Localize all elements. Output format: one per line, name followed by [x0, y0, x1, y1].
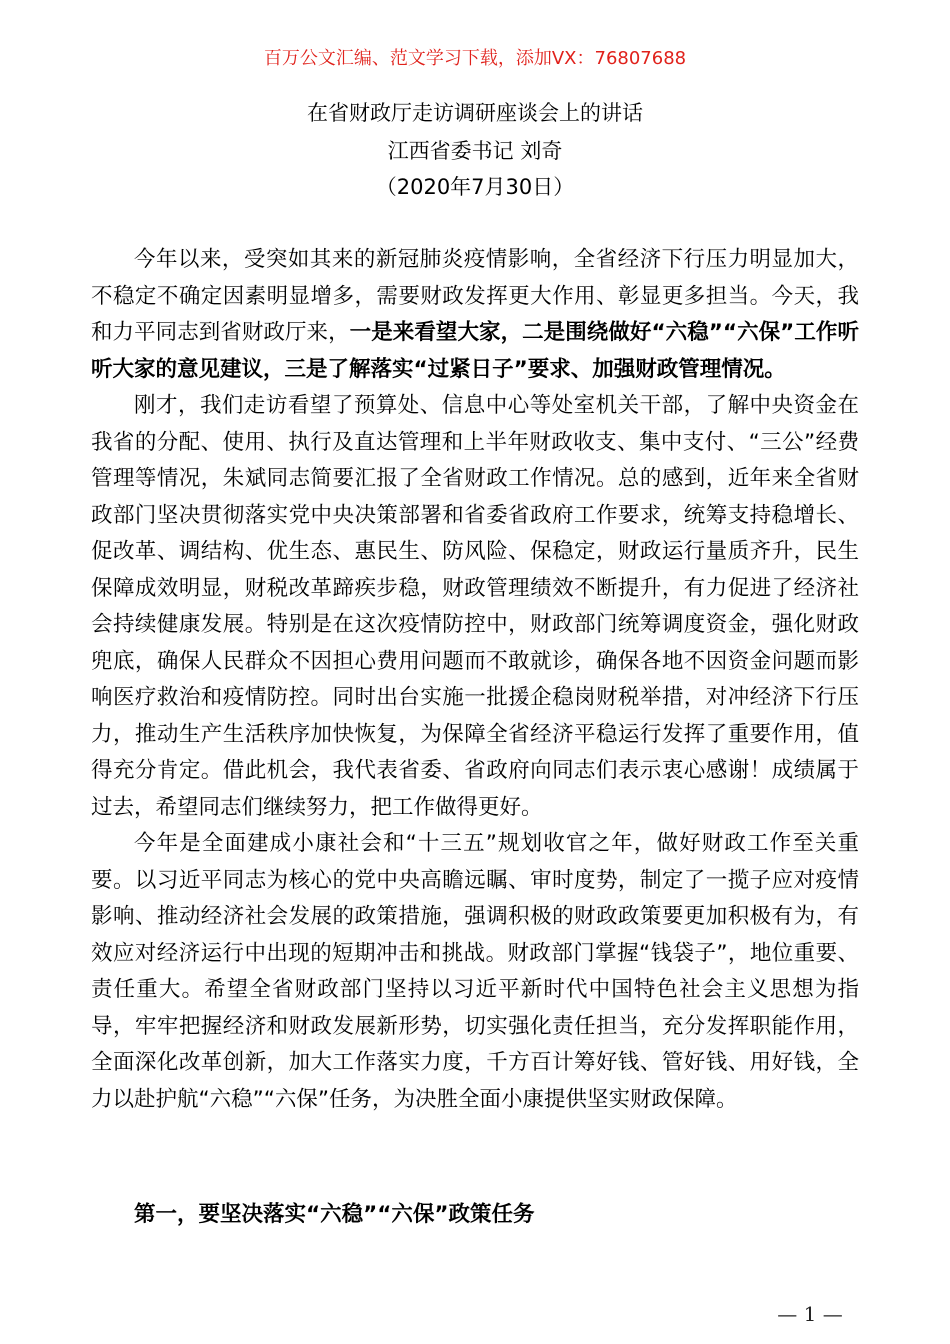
- paragraph-2: 刚才，我们走访看望了预算处、信息中心等处室机关干部，了解中央资金在我省的分配、使用、执行及直达管理和上半年财政收支、集中支付、“三公”经费管理等情况，朱斌同志简要汇报了全省财政工作情况。总的感到，近年来全省财政部门坚决贯彻落实党中央决策部署和省委省政府工作要求，统筹支持稳增长、促改革、调结构、优生态、惠民生、防风险、保稳定，财政运行量质齐升，民生保障成效明显，财税改革蹄疾步稳，财政管理绩效不断提升，有力促进了经济社会持续健康发展。特别是在这次疫情防控中，财政部门统筹调度资金，强化财政兜底，确保人民群众不因担心费用问题而不敢就诊，确保各地不因资金问题而影响医疗救治和疫情防控。同时出台实施一批援企稳岗财税举措，对冲经济下行压力，推动生产生活秩序加快恢复，为保障全省经济平稳运行发挥了重要作用，值得充分肯定。借此机会，我代表省委、省政府向同志们表示衷心感谢！成绩属于过去，希望同志们继续努力，把工作做得更好。: [91, 393, 859, 820]
- paragraph-1-bold-text: 一是来看望大家，二是围绕做好“六稳”“六保”工作听听大家的意见建议，三是了解落实“过紧日子”要求、加强财政管理情况。: [91, 320, 859, 382]
- watermark-text: 百万公文汇编、范文学习下载，添加VX：76807688: [263, 48, 687, 69]
- paragraph-1-text: 今年以来，受突如其来的新冠肺炎疫情影响，全省经济下行压力明显加大，不稳定不确定因素明显增多，需要财政发挥更大作用、彰显更多担当。今天，我和力平同志到省财政厅来，: [91, 247, 859, 345]
- speech-author: 江西省委书记 刘奇: [387, 139, 563, 163]
- speech-title: 在省财政厅走访调研座谈会上的讲话: [307, 101, 643, 125]
- paragraph-1: [91, 242, 859, 388]
- speech-date: （2020年7月30日）: [375, 175, 575, 199]
- paragraph-3: 今年是全面建成小康社会和“十三五”规划收官之年，做好财政工作至关重要。以习近平同志为核心的党中央高瞻远瞩、审时度势，制定了一揽子应对疫情影响、推动经济社会发展的政策措施，强调积极的财政政策要更加积极有为，有效应对经济运行中出现的短期冲击和挑战。财政部门掌握“钱袋子”，地位重要、责任重大。希望全省财政部门坚持以习近平新时代中国特色社会主义思想为指导，牢牢把握经济和财政发展新形势，切实强化责任担当，充分发挥职能作用，全面深化改革创新，加大工作落实力度，千方百计筹好钱、管好钱、用好钱，全力以赴护航“六稳”“六保”任务，为决胜全面小康提供坚实财政保障。: [91, 831, 859, 1112]
- section-heading: 第一，要坚决落实“六稳”“六保”政策任务: [134, 1202, 535, 1227]
- speech-body: [91, 242, 859, 1118]
- page-number: — 1 —: [777, 1302, 843, 1326]
